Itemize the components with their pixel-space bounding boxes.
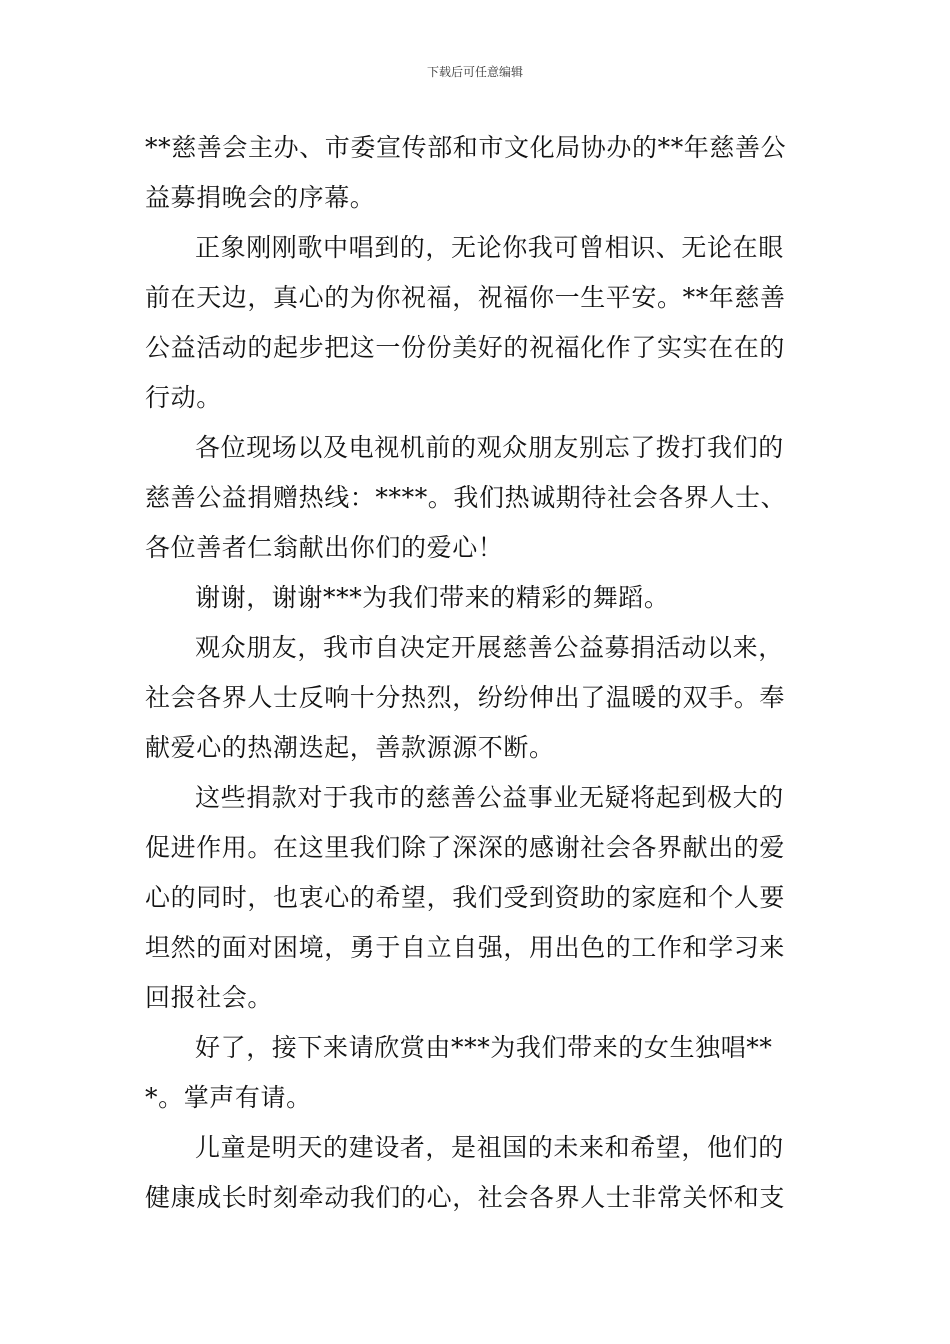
document-body <box>145 123 805 1223</box>
paragraph-4: 谢谢，谢谢***为我们带来的精彩的舞蹈。 <box>195 583 670 612</box>
paragraph-5: 观众朋友，我市自决定开展慈善公益募捐活动以来，社会各界人士反响十分热烈，纷纷伸出了温暖的双手。奉献爱心的热潮迭起，善款源源不断。 <box>145 633 786 762</box>
paragraph-1: **慈善会主办、市委宣传部和市文化局协办的**年慈善公益募捐晚会的序幕。 <box>145 133 787 212</box>
paragraph-8: 儿童是明天的建设者，是祖国的未来和希望，他们的健康成长时刻牵动我们的心，社会各界人士非常关怀和支 <box>145 1133 786 1212</box>
paragraph-3: 各位现场以及电视机前的观众朋友别忘了拨打我们的慈善公益捐赠热线：****。我们热诚期待社会各界人士、各位善者仁翁献出你们的爱心！ <box>145 433 787 562</box>
paragraph-2: 正象刚刚歌中唱到的，无论你我可曾相识、无论在眼前在天边，真心的为你祝福，祝福你一生平安。**年慈善公益活动的起步把这一份份美好的祝福化作了实实在在的行动。 <box>145 233 786 412</box>
paragraph-6: 这些捐款对于我市的慈善公益事业无疑将起到极大的促进作用。在这里我们除了深深的感谢社会各界献出的爱心的同时，也衷心的希望，我们受到资助的家庭和个人要坦然的面对困境，勇于自立自强，用出色的工作和学习来回报社会。 <box>145 783 786 1012</box>
page-header: 下载后可任意编辑 <box>426 65 523 79</box>
paragraph-7: 好了，接下来请欣赏由***为我们带来的女生独唱***。掌声有请。 <box>145 1033 773 1112</box>
